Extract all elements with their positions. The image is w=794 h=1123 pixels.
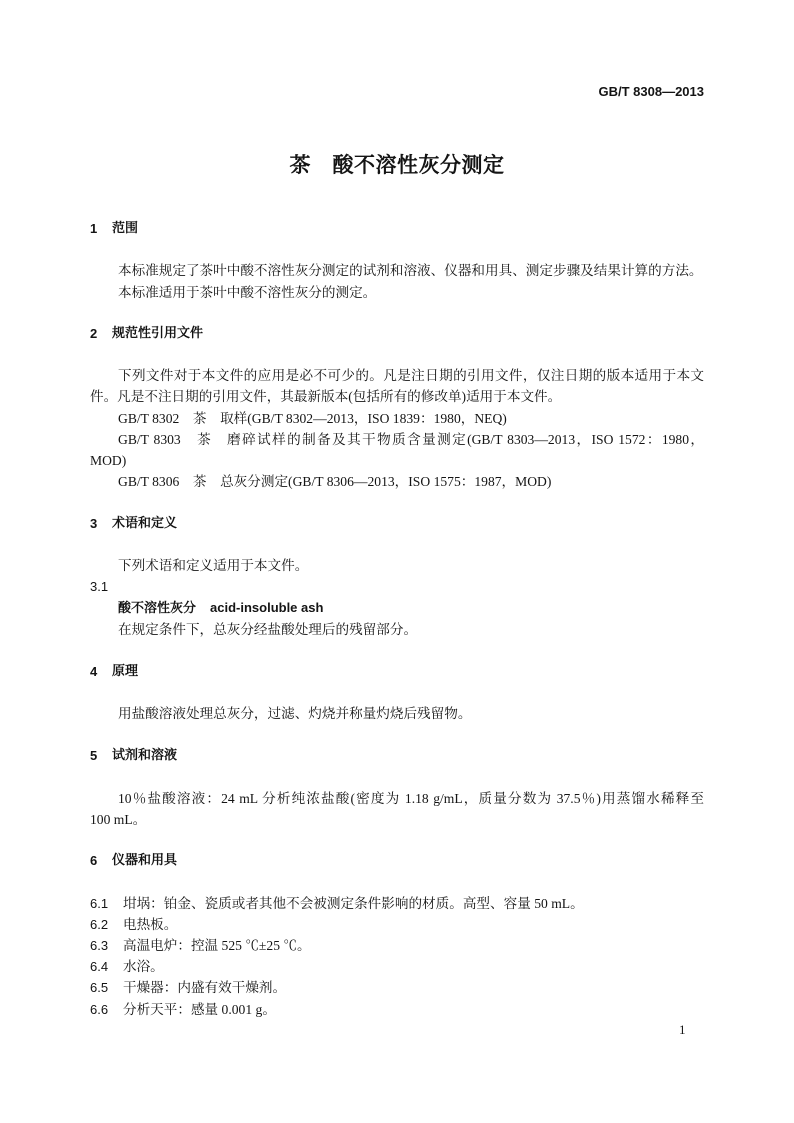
section-number: 6 — [90, 853, 98, 868]
reference-entry-continuation: MOD) — [90, 453, 127, 468]
term-definition: 在规定条件下，总灰分经盐酸处理后的残留部分。 — [118, 622, 418, 637]
section-number: 3 — [90, 516, 98, 531]
paragraph-line: 下列文件对于本文件的应用是必不可少的。凡是注日期的引用文件，仅注日期的版本适用于本文 — [118, 368, 704, 383]
clause-text: 高温电炉：控温 525 ℃±25 ℃。 — [123, 938, 311, 953]
section-heading-scope: 范围 — [112, 221, 139, 236]
section-heading-terms: 术语和定义 — [112, 516, 178, 531]
paragraph-line: 100 mL。 — [90, 812, 147, 827]
page-title: 茶 酸不溶性灰分测定 — [289, 153, 505, 177]
reference-entry: GB/T 8306 茶 总灰分测定(GB/T 8306—2013，ISO 1575：1987，MOD) — [118, 474, 552, 489]
term-english: acid-insoluble ash — [210, 600, 324, 615]
reference-entry: GB/T 8302 茶 取样(GB/T 8302—2013，ISO 1839：1980，NEQ) — [118, 411, 507, 426]
paragraph: 用盐酸溶液处理总灰分，过滤、灼烧并称量灼烧后残留物。 — [118, 706, 472, 721]
clause-number: 6.3 — [90, 938, 109, 953]
clause-number: 6.6 — [90, 1002, 109, 1017]
term-entry — [118, 600, 323, 617]
clause-text: 干燥器：内盛有效干燥剂。 — [123, 980, 287, 995]
term-chinese: 酸不溶性灰分 — [118, 601, 197, 616]
term-number: 3.1 — [90, 579, 109, 594]
clause-number: 6.2 — [90, 917, 109, 932]
clause-number: 6.5 — [90, 980, 109, 995]
paragraph: 本标准适用于茶叶中酸不溶性灰分的测定。 — [118, 285, 377, 300]
section-heading-principle: 原理 — [112, 664, 139, 679]
section-number: 1 — [90, 221, 98, 236]
standard-code: GB/T 8308—2013 — [598, 84, 704, 99]
section-heading-apparatus: 仪器和用具 — [112, 853, 178, 868]
clause-number: 6.1 — [90, 896, 109, 911]
section-number: 2 — [90, 326, 98, 341]
paragraph-line: 10％盐酸溶液：24 mL 分析纯浓盐酸(密度为 1.18 g/mL，质量分数为 37.5％)用蒸馏水稀释至 — [118, 791, 704, 806]
paragraph: 本标准规定了茶叶中酸不溶性灰分测定的试剂和溶液、仪器和用具、测定步骤及结果计算的方法。 — [118, 263, 703, 278]
clause-text: 电热板。 — [123, 917, 178, 932]
paragraph-line: 件。凡是不注日期的引用文件，其最新版本(包括所有的修改单)适用于本文件。 — [90, 389, 562, 404]
clause-text: 分析天平：感量 0.001 g。 — [123, 1002, 276, 1017]
section-heading-normative-references: 规范性引用文件 — [112, 326, 204, 341]
section-number: 5 — [90, 748, 98, 763]
section-number: 4 — [90, 664, 98, 679]
page-number: 1 — [679, 1022, 686, 1037]
clause-text: 水浴。 — [123, 959, 164, 974]
section-heading-reagents: 试剂和溶液 — [112, 748, 178, 763]
reference-entry: GB/T 8303 茶 磨碎试样的制备及其干物质含量测定(GB/T 8303—2013，ISO 1572：1980， — [118, 432, 704, 447]
paragraph: 下列术语和定义适用于本文件。 — [118, 558, 309, 573]
clause-number: 6.4 — [90, 959, 109, 974]
clause-text: 坩埚：铂金、瓷质或者其他不会被测定条件影响的材质。高型、容量 50 mL。 — [123, 896, 584, 911]
